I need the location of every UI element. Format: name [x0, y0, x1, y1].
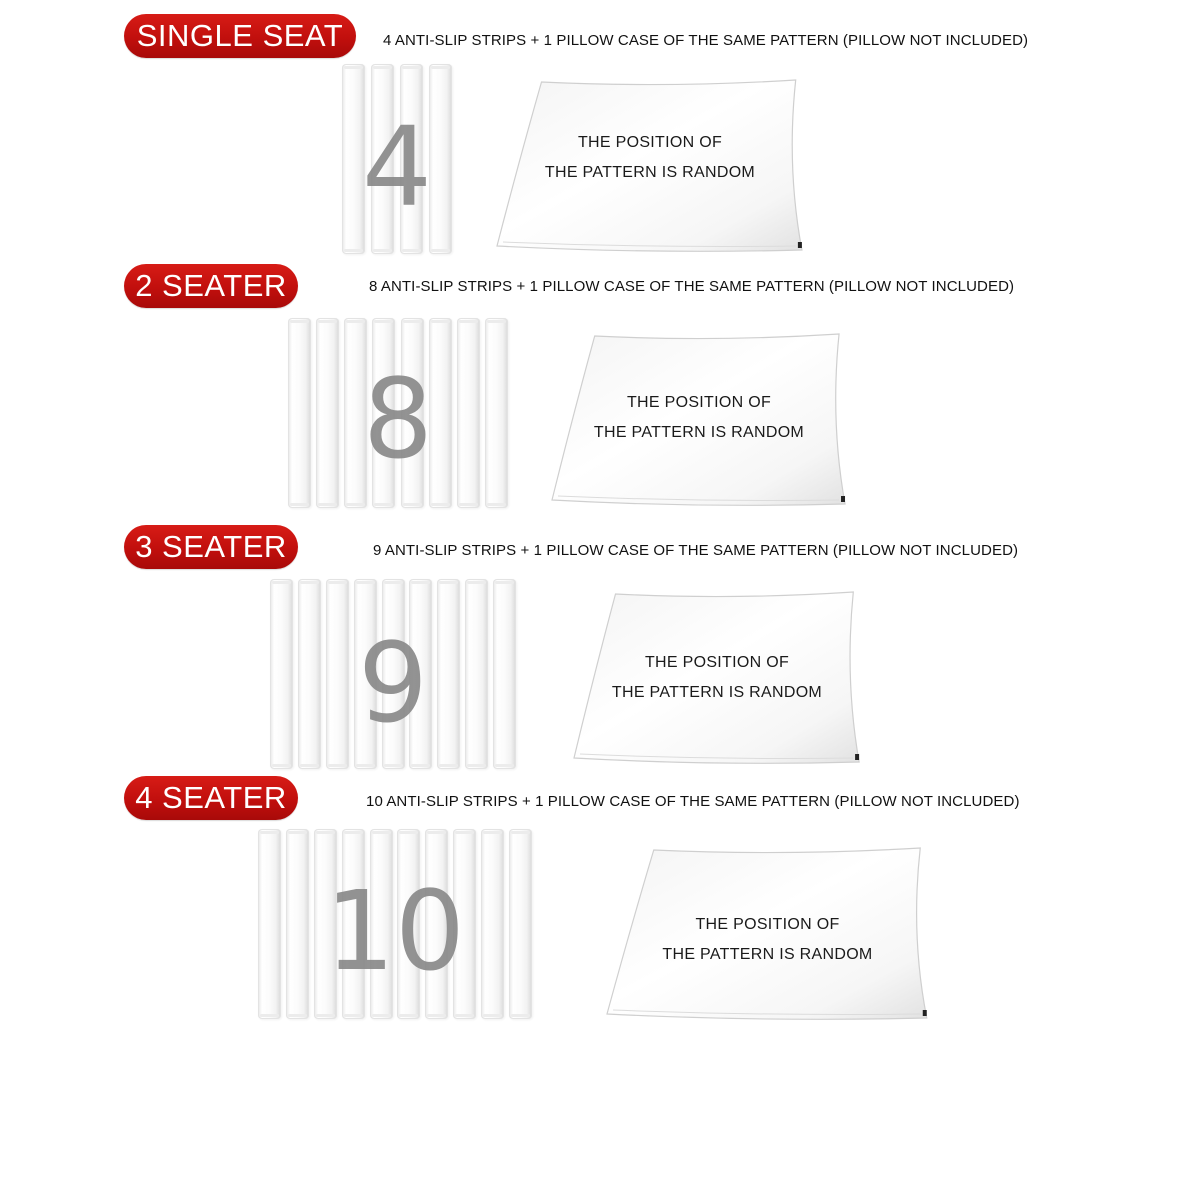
strips-4-seater — [258, 829, 532, 1019]
anti-slip-strip — [401, 318, 424, 508]
anti-slip-strip — [371, 64, 394, 254]
anti-slip-strip — [316, 318, 339, 508]
anti-slip-strip — [493, 579, 516, 769]
strips-3-seater — [270, 579, 516, 769]
anti-slip-strip — [397, 829, 420, 1019]
anti-slip-strip — [437, 579, 460, 769]
badge-single-seat: SINGLE SEAT — [124, 14, 356, 58]
strip-count-numeral-single-seat: 4 — [362, 103, 432, 231]
anti-slip-strip — [481, 829, 504, 1019]
anti-slip-strip — [354, 579, 377, 769]
pillow-case-3-seater — [572, 590, 862, 768]
anti-slip-strip — [288, 318, 311, 508]
anti-slip-strip — [270, 579, 293, 769]
anti-slip-strip — [453, 829, 476, 1019]
badge-4-seater: 4 SEATER — [124, 776, 298, 820]
anti-slip-strip — [382, 579, 405, 769]
anti-slip-strip — [258, 829, 281, 1019]
anti-slip-strip — [457, 318, 480, 508]
pillow-note-line-2: THE PATTERN IS RANDOM — [544, 164, 756, 181]
anti-slip-strip — [429, 318, 452, 508]
pillow-note-line-1: THE POSITION OF — [577, 134, 723, 151]
anti-slip-strip — [485, 318, 508, 508]
anti-slip-strip — [429, 64, 452, 254]
pillow-note-line-2: THE PATTERN IS RANDOM — [593, 424, 805, 441]
strip-count-numeral-4-seater: 10 — [325, 867, 465, 995]
anti-slip-strip — [342, 829, 365, 1019]
strip-count-numeral-3-seater: 9 — [358, 619, 428, 747]
anti-slip-strip — [400, 64, 423, 254]
strips-single-seat — [342, 64, 452, 254]
description-3-seater: 9 ANTI-SLIP STRIPS + 1 PILLOW CASE OF THE SAME PATTERN (PILLOW NOT INCLUDED) — [373, 542, 1019, 559]
anti-slip-strip — [509, 829, 532, 1019]
anti-slip-strip — [465, 579, 488, 769]
anti-slip-strip — [326, 579, 349, 769]
badge-2-seater: 2 SEATER — [124, 264, 298, 308]
anti-slip-strip — [286, 829, 309, 1019]
anti-slip-strip — [342, 64, 365, 254]
anti-slip-strip — [372, 318, 395, 508]
anti-slip-strip — [298, 579, 321, 769]
pillow-case-single-seat — [495, 78, 805, 256]
description-2-seater: 8 ANTI-SLIP STRIPS + 1 PILLOW CASE OF THE SAME PATTERN (PILLOW NOT INCLUDED) — [369, 278, 1015, 295]
pillow-case-2-seater — [550, 332, 848, 510]
pillow-note-line-1: THE POSITION OF — [695, 916, 840, 933]
badge-3-seater: 3 SEATER — [124, 525, 298, 569]
pillow-note-line-1: THE POSITION OF — [626, 394, 772, 411]
description-4-seater: 10 ANTI-SLIP STRIPS + 1 PILLOW CASE OF THE SAME PATTERN (PILLOW NOT INCLUDED) — [366, 793, 1020, 810]
anti-slip-strip — [425, 829, 448, 1019]
strip-count-numeral-2-seater: 8 — [363, 355, 433, 483]
anti-slip-strip — [370, 829, 393, 1019]
anti-slip-strip — [344, 318, 367, 508]
anti-slip-strip — [409, 579, 432, 769]
pillow-note-line-1: THE POSITION OF — [644, 654, 790, 671]
anti-slip-strip — [314, 829, 337, 1019]
strips-2-seater — [288, 318, 508, 508]
pillow-note-line-2: THE PATTERN IS RANDOM — [662, 946, 873, 963]
pillow-case-4-seater — [605, 846, 930, 1024]
description-single-seat: 4 ANTI-SLIP STRIPS + 1 PILLOW CASE OF THE SAME PATTERN (PILLOW NOT INCLUDED) — [383, 32, 1029, 49]
pillow-note-line-2: THE PATTERN IS RANDOM — [611, 684, 823, 701]
